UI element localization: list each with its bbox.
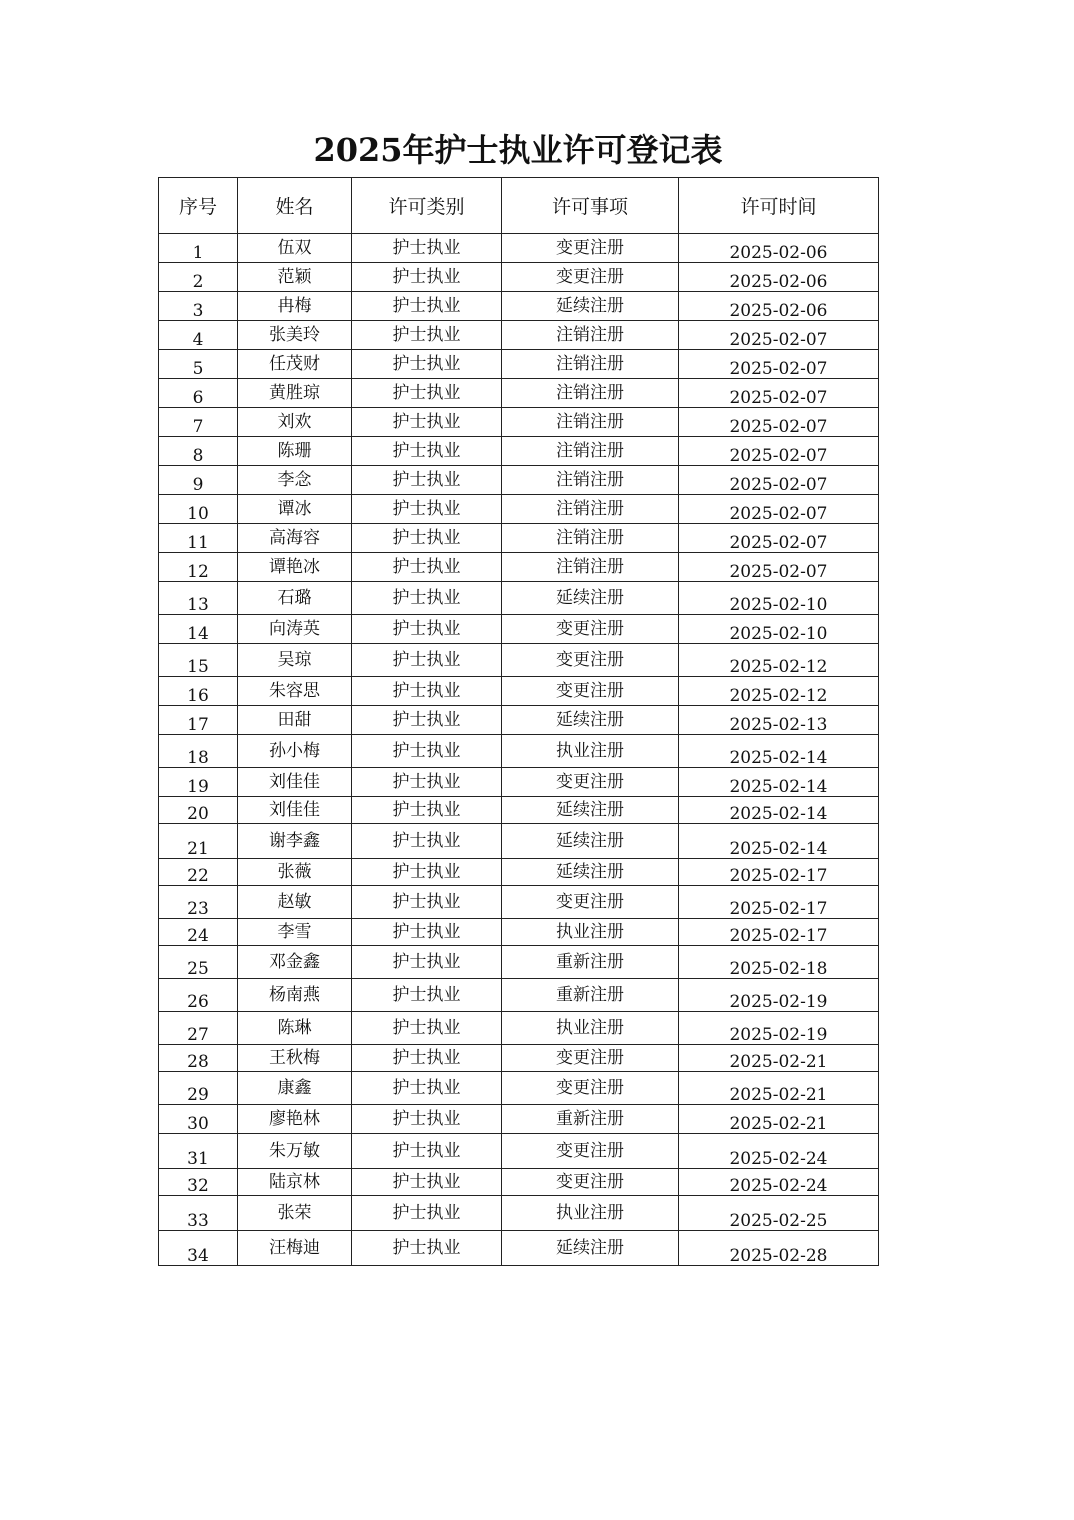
cell-seq: 27 bbox=[159, 1012, 238, 1045]
cell-category: 护士执业 bbox=[352, 321, 502, 350]
cell-category: 护士执业 bbox=[352, 379, 502, 408]
cell-seq: 33 bbox=[159, 1196, 238, 1231]
cell-name: 陈珊 bbox=[238, 437, 352, 466]
cell-name: 汪梅迪 bbox=[238, 1231, 352, 1266]
cell-item: 变更注册 bbox=[502, 263, 679, 292]
cell-date: 2025-02-07 bbox=[679, 553, 879, 582]
cell-seq: 8 bbox=[159, 437, 238, 466]
cell-name: 王秋梅 bbox=[238, 1045, 352, 1072]
cell-category: 护士执业 bbox=[352, 1105, 502, 1134]
cell-category: 护士执业 bbox=[352, 706, 502, 735]
cell-category: 护士执业 bbox=[352, 582, 502, 615]
table-row bbox=[159, 644, 879, 677]
cell-date: 2025-02-07 bbox=[679, 437, 879, 466]
cell-date: 2025-02-17 bbox=[679, 919, 879, 946]
cell-seq: 6 bbox=[159, 379, 238, 408]
cell-item: 延续注册 bbox=[502, 706, 679, 735]
cell-category: 护士执业 bbox=[352, 797, 502, 824]
cell-date: 2025-02-07 bbox=[679, 466, 879, 495]
table-row bbox=[159, 946, 879, 979]
cell-item: 重新注册 bbox=[502, 946, 679, 979]
table-row bbox=[159, 859, 879, 886]
cell-category: 护士执业 bbox=[352, 919, 502, 946]
cell-seq: 28 bbox=[159, 1045, 238, 1072]
table-row bbox=[159, 292, 879, 321]
cell-date: 2025-02-14 bbox=[679, 735, 879, 768]
cell-seq: 34 bbox=[159, 1231, 238, 1266]
cell-name: 张美玲 bbox=[238, 321, 352, 350]
cell-item: 变更注册 bbox=[502, 1134, 679, 1169]
cell-date: 2025-02-18 bbox=[679, 946, 879, 979]
cell-category: 护士执业 bbox=[352, 437, 502, 466]
cell-seq: 30 bbox=[159, 1105, 238, 1134]
cell-category: 护士执业 bbox=[352, 292, 502, 321]
cell-date: 2025-02-07 bbox=[679, 321, 879, 350]
cell-date: 2025-02-28 bbox=[679, 1231, 879, 1266]
cell-item: 变更注册 bbox=[502, 644, 679, 677]
cell-item: 变更注册 bbox=[502, 768, 679, 797]
table-row bbox=[159, 1045, 879, 1072]
table-row bbox=[159, 350, 879, 379]
cell-name: 朱容思 bbox=[238, 677, 352, 706]
page-title: 2025年护士执业许可登记表 bbox=[313, 131, 723, 169]
cell-item: 延续注册 bbox=[502, 292, 679, 321]
table-row bbox=[159, 1134, 879, 1169]
cell-category: 护士执业 bbox=[352, 768, 502, 797]
cell-date: 2025-02-17 bbox=[679, 886, 879, 919]
cell-item: 变更注册 bbox=[502, 615, 679, 644]
table-row bbox=[159, 321, 879, 350]
cell-seq: 17 bbox=[159, 706, 238, 735]
cell-seq: 32 bbox=[159, 1169, 238, 1196]
cell-date: 2025-02-17 bbox=[679, 859, 879, 886]
cell-name: 李念 bbox=[238, 466, 352, 495]
cell-item: 注销注册 bbox=[502, 379, 679, 408]
cell-name: 高海容 bbox=[238, 524, 352, 553]
table-row bbox=[159, 466, 879, 495]
cell-item: 变更注册 bbox=[502, 234, 679, 263]
column-header-item: 许可事项 bbox=[502, 178, 679, 234]
column-header-name: 姓名 bbox=[238, 178, 352, 234]
cell-name: 吴琼 bbox=[238, 644, 352, 677]
cell-date: 2025-02-25 bbox=[679, 1196, 879, 1231]
cell-name: 李雪 bbox=[238, 919, 352, 946]
cell-category: 护士执业 bbox=[352, 1012, 502, 1045]
cell-category: 护士执业 bbox=[352, 677, 502, 706]
cell-category: 护士执业 bbox=[352, 553, 502, 582]
cell-date: 2025-02-07 bbox=[679, 350, 879, 379]
cell-name: 廖艳林 bbox=[238, 1105, 352, 1134]
cell-date: 2025-02-07 bbox=[679, 408, 879, 437]
cell-item: 重新注册 bbox=[502, 1105, 679, 1134]
cell-date: 2025-02-21 bbox=[679, 1072, 879, 1105]
cell-item: 执业注册 bbox=[502, 1196, 679, 1231]
cell-name: 陈琳 bbox=[238, 1012, 352, 1045]
cell-name: 谢李鑫 bbox=[238, 824, 352, 859]
table-row bbox=[159, 979, 879, 1012]
cell-name: 赵敏 bbox=[238, 886, 352, 919]
cell-category: 护士执业 bbox=[352, 735, 502, 768]
cell-category: 护士执业 bbox=[352, 350, 502, 379]
cell-seq: 12 bbox=[159, 553, 238, 582]
cell-item: 执业注册 bbox=[502, 919, 679, 946]
cell-seq: 24 bbox=[159, 919, 238, 946]
cell-item: 变更注册 bbox=[502, 1169, 679, 1196]
cell-seq: 19 bbox=[159, 768, 238, 797]
table-row bbox=[159, 1072, 879, 1105]
cell-seq: 5 bbox=[159, 350, 238, 379]
cell-name: 邓金鑫 bbox=[238, 946, 352, 979]
cell-name: 张薇 bbox=[238, 859, 352, 886]
cell-name: 刘佳佳 bbox=[238, 768, 352, 797]
cell-category: 护士执业 bbox=[352, 644, 502, 677]
cell-item: 延续注册 bbox=[502, 797, 679, 824]
cell-name: 冉梅 bbox=[238, 292, 352, 321]
cell-seq: 25 bbox=[159, 946, 238, 979]
cell-name: 朱万敏 bbox=[238, 1134, 352, 1169]
cell-date: 2025-02-06 bbox=[679, 234, 879, 263]
cell-item: 注销注册 bbox=[502, 321, 679, 350]
cell-category: 护士执业 bbox=[352, 1196, 502, 1231]
cell-date: 2025-02-24 bbox=[679, 1169, 879, 1196]
cell-name: 刘佳佳 bbox=[238, 797, 352, 824]
table-body bbox=[159, 234, 879, 1266]
table-row bbox=[159, 886, 879, 919]
table-row bbox=[159, 797, 879, 824]
cell-date: 2025-02-14 bbox=[679, 797, 879, 824]
cell-seq: 2 bbox=[159, 263, 238, 292]
cell-seq: 11 bbox=[159, 524, 238, 553]
table-row bbox=[159, 234, 879, 263]
cell-date: 2025-02-21 bbox=[679, 1105, 879, 1134]
cell-name: 田甜 bbox=[238, 706, 352, 735]
cell-date: 2025-02-07 bbox=[679, 495, 879, 524]
cell-item: 注销注册 bbox=[502, 466, 679, 495]
table-row bbox=[159, 437, 879, 466]
cell-seq: 4 bbox=[159, 321, 238, 350]
cell-date: 2025-02-12 bbox=[679, 644, 879, 677]
cell-name: 刘欢 bbox=[238, 408, 352, 437]
cell-item: 延续注册 bbox=[502, 824, 679, 859]
cell-seq: 7 bbox=[159, 408, 238, 437]
column-header-category: 许可类别 bbox=[352, 178, 502, 234]
cell-seq: 23 bbox=[159, 886, 238, 919]
cell-date: 2025-02-13 bbox=[679, 706, 879, 735]
table-row bbox=[159, 553, 879, 582]
cell-name: 谭艳冰 bbox=[238, 553, 352, 582]
table-row bbox=[159, 615, 879, 644]
table-row bbox=[159, 768, 879, 797]
cell-category: 护士执业 bbox=[352, 886, 502, 919]
cell-item: 注销注册 bbox=[502, 437, 679, 466]
cell-item: 变更注册 bbox=[502, 677, 679, 706]
cell-category: 护士执业 bbox=[352, 263, 502, 292]
cell-item: 变更注册 bbox=[502, 1045, 679, 1072]
cell-category: 护士执业 bbox=[352, 234, 502, 263]
cell-category: 护士执业 bbox=[352, 615, 502, 644]
cell-date: 2025-02-07 bbox=[679, 379, 879, 408]
cell-item: 注销注册 bbox=[502, 408, 679, 437]
cell-category: 护士执业 bbox=[352, 408, 502, 437]
cell-category: 护士执业 bbox=[352, 495, 502, 524]
cell-name: 伍双 bbox=[238, 234, 352, 263]
cell-seq: 26 bbox=[159, 979, 238, 1012]
cell-category: 护士执业 bbox=[352, 1045, 502, 1072]
cell-category: 护士执业 bbox=[352, 466, 502, 495]
cell-date: 2025-02-12 bbox=[679, 677, 879, 706]
cell-name: 向涛英 bbox=[238, 615, 352, 644]
cell-item: 注销注册 bbox=[502, 524, 679, 553]
cell-item: 变更注册 bbox=[502, 886, 679, 919]
cell-date: 2025-02-19 bbox=[679, 979, 879, 1012]
table-row bbox=[159, 408, 879, 437]
cell-seq: 1 bbox=[159, 234, 238, 263]
cell-name: 黄胜琼 bbox=[238, 379, 352, 408]
table-row bbox=[159, 582, 879, 615]
cell-item: 延续注册 bbox=[502, 1231, 679, 1266]
cell-item: 执业注册 bbox=[502, 735, 679, 768]
cell-seq: 14 bbox=[159, 615, 238, 644]
column-header-seq: 序号 bbox=[159, 178, 238, 234]
cell-date: 2025-02-10 bbox=[679, 582, 879, 615]
cell-seq: 13 bbox=[159, 582, 238, 615]
cell-item: 变更注册 bbox=[502, 1072, 679, 1105]
cell-category: 护士执业 bbox=[352, 859, 502, 886]
cell-seq: 10 bbox=[159, 495, 238, 524]
table-row bbox=[159, 495, 879, 524]
cell-name: 任茂财 bbox=[238, 350, 352, 379]
cell-date: 2025-02-24 bbox=[679, 1134, 879, 1169]
cell-date: 2025-02-19 bbox=[679, 1012, 879, 1045]
cell-date: 2025-02-14 bbox=[679, 768, 879, 797]
cell-item: 注销注册 bbox=[502, 553, 679, 582]
cell-seq: 31 bbox=[159, 1134, 238, 1169]
cell-seq: 21 bbox=[159, 824, 238, 859]
cell-name: 孙小梅 bbox=[238, 735, 352, 768]
table-row bbox=[159, 735, 879, 768]
column-header-date: 许可时间 bbox=[679, 178, 879, 234]
cell-category: 护士执业 bbox=[352, 524, 502, 553]
cell-name: 杨南燕 bbox=[238, 979, 352, 1012]
cell-name: 范颖 bbox=[238, 263, 352, 292]
table-row bbox=[159, 1196, 879, 1231]
cell-date: 2025-02-14 bbox=[679, 824, 879, 859]
table-row bbox=[159, 706, 879, 735]
cell-category: 护士执业 bbox=[352, 824, 502, 859]
cell-name: 康鑫 bbox=[238, 1072, 352, 1105]
cell-date: 2025-02-06 bbox=[679, 263, 879, 292]
cell-item: 注销注册 bbox=[502, 350, 679, 379]
cell-category: 护士执业 bbox=[352, 1072, 502, 1105]
cell-seq: 18 bbox=[159, 735, 238, 768]
cell-category: 护士执业 bbox=[352, 1231, 502, 1266]
cell-date: 2025-02-07 bbox=[679, 524, 879, 553]
registration-table bbox=[158, 177, 879, 1266]
table-row bbox=[159, 263, 879, 292]
cell-item: 注销注册 bbox=[502, 495, 679, 524]
cell-seq: 29 bbox=[159, 1072, 238, 1105]
table-row bbox=[159, 379, 879, 408]
table-row bbox=[159, 919, 879, 946]
table-row bbox=[159, 524, 879, 553]
cell-item: 重新注册 bbox=[502, 979, 679, 1012]
table-row bbox=[159, 1169, 879, 1196]
cell-category: 护士执业 bbox=[352, 979, 502, 1012]
table-header-row bbox=[159, 178, 879, 234]
cell-name: 石璐 bbox=[238, 582, 352, 615]
cell-date: 2025-02-10 bbox=[679, 615, 879, 644]
cell-seq: 16 bbox=[159, 677, 238, 706]
cell-date: 2025-02-21 bbox=[679, 1045, 879, 1072]
cell-item: 延续注册 bbox=[502, 859, 679, 886]
cell-category: 护士执业 bbox=[352, 946, 502, 979]
table-row bbox=[159, 677, 879, 706]
cell-item: 执业注册 bbox=[502, 1012, 679, 1045]
cell-seq: 3 bbox=[159, 292, 238, 321]
table-row bbox=[159, 824, 879, 859]
cell-name: 张荣 bbox=[238, 1196, 352, 1231]
cell-item: 延续注册 bbox=[502, 582, 679, 615]
cell-seq: 15 bbox=[159, 644, 238, 677]
table-row bbox=[159, 1012, 879, 1045]
cell-seq: 9 bbox=[159, 466, 238, 495]
cell-seq: 20 bbox=[159, 797, 238, 824]
cell-date: 2025-02-06 bbox=[679, 292, 879, 321]
cell-category: 护士执业 bbox=[352, 1169, 502, 1196]
cell-seq: 22 bbox=[159, 859, 238, 886]
cell-category: 护士执业 bbox=[352, 1134, 502, 1169]
cell-name: 谭冰 bbox=[238, 495, 352, 524]
table-row bbox=[159, 1231, 879, 1266]
table-row bbox=[159, 1105, 879, 1134]
cell-name: 陆京林 bbox=[238, 1169, 352, 1196]
